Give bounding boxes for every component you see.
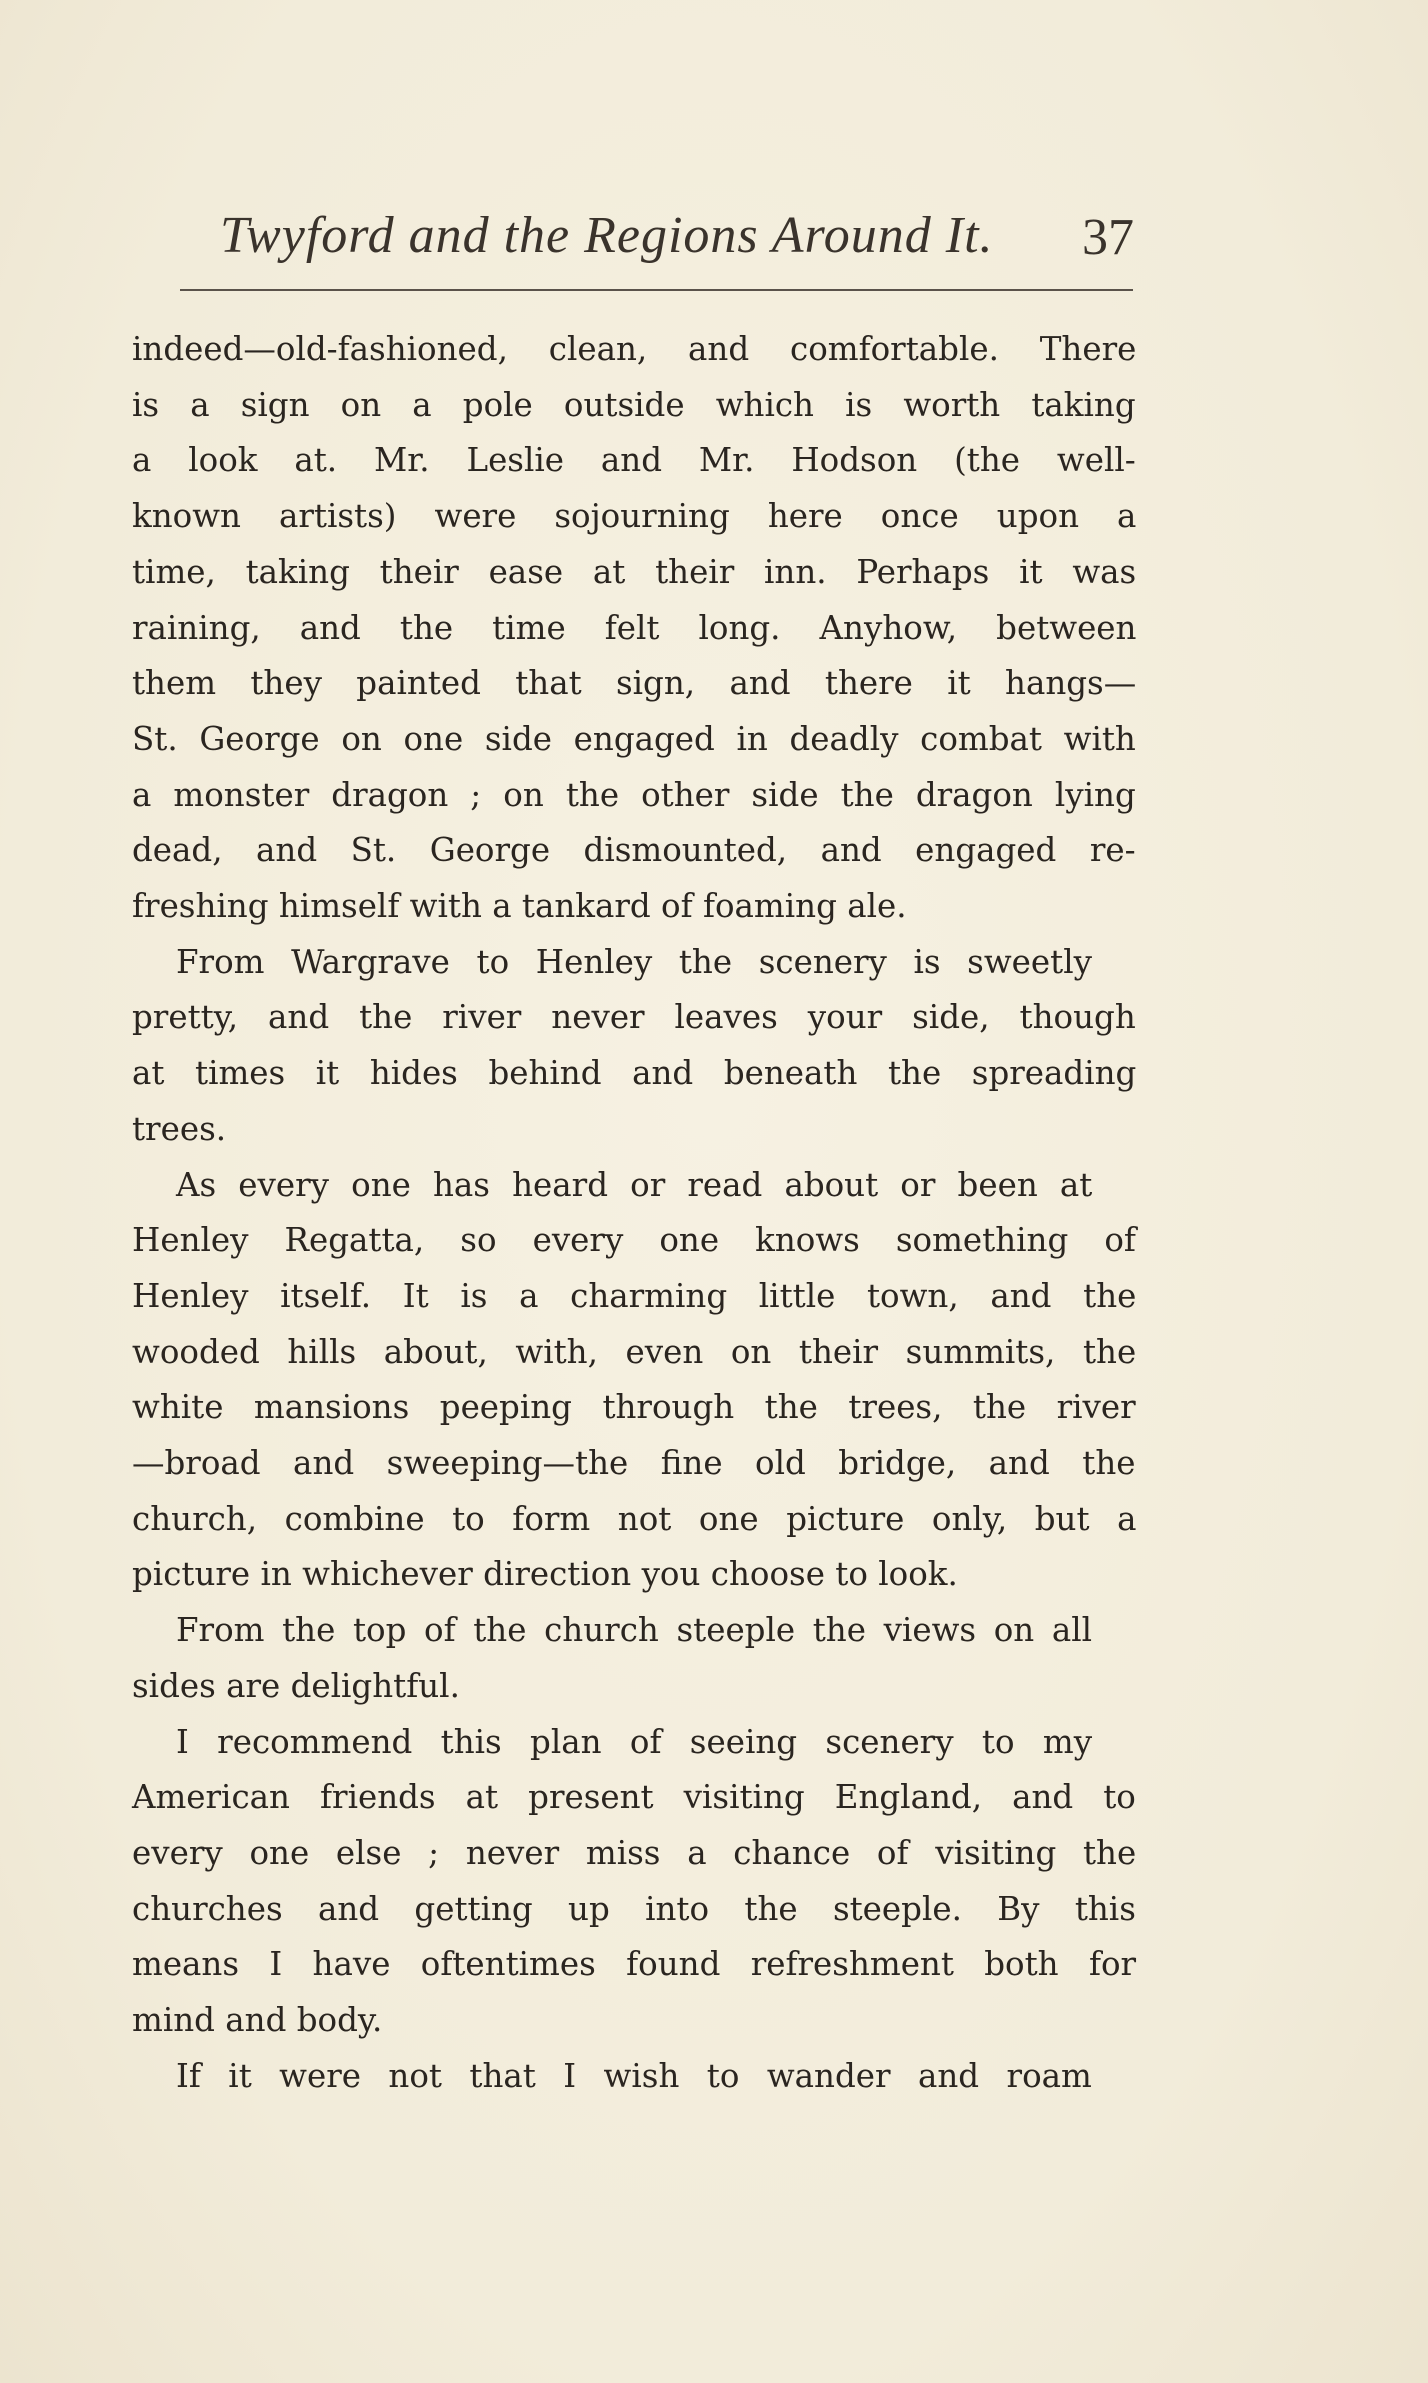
text-line: known artists) were sojourning here once upon a bbox=[132, 497, 1137, 536]
body-text bbox=[132, 322, 1136, 2105]
text-line: Henley itself. It is a charming little town, and the bbox=[132, 1276, 1137, 1315]
text-line: picture in whichever direction you choose to look. bbox=[132, 1555, 958, 1594]
text-line: at times it hides behind and beneath the spreading bbox=[132, 1054, 1137, 1093]
text-line: every one else ; never miss a chance of visiting the bbox=[132, 1833, 1137, 1872]
text-line: I recommend this plan of seeing scenery to my bbox=[176, 1722, 1093, 1761]
text-line: trees. bbox=[132, 1109, 227, 1148]
text-line: As every one has heard or read about or been at bbox=[176, 1165, 1093, 1204]
running-head bbox=[180, 196, 1160, 276]
text-line: is a sign on a pole outside which is worth taking bbox=[132, 385, 1136, 424]
text-line: If it were not that I wish to wander and roam bbox=[176, 2056, 1092, 2095]
text-line: From Wargrave to Henley the scenery is sweetly bbox=[176, 942, 1092, 981]
text-line: Henley Regatta, so every one knows something of bbox=[132, 1221, 1136, 1260]
text-line: mind and body. bbox=[132, 2001, 383, 2040]
text-line: pretty, and the river never leaves your side, though bbox=[132, 998, 1136, 1037]
text-line: dead, and St. George dismounted, and engaged re- bbox=[132, 831, 1136, 870]
text-line: a monster dragon ; on the other side the dragon lying bbox=[132, 775, 1136, 814]
text-line: wooded hills about, with, even on their summits, the bbox=[132, 1332, 1137, 1371]
text-line: white mansions peeping through the trees, the river bbox=[132, 1388, 1136, 1427]
running-title: Twyford and the Regions Around It. bbox=[220, 207, 994, 264]
text-line: American friends at present visiting England, and to bbox=[132, 1778, 1136, 1817]
text-line: means I have oftentimes found refreshment both for bbox=[132, 1945, 1137, 1984]
page-number: 37 bbox=[1082, 209, 1134, 266]
header-rule bbox=[180, 289, 1133, 291]
text-line: sides are delightful. bbox=[132, 1666, 460, 1705]
text-line: churches and getting up into the steeple. By this bbox=[132, 1889, 1136, 1928]
text-line: raining, and the time felt long. Anyhow, between bbox=[132, 608, 1137, 647]
text-line: a look at. Mr. Leslie and Mr. Hodson (the well- bbox=[132, 441, 1136, 480]
text-line: time, taking their ease at their inn. Perhaps it was bbox=[132, 552, 1137, 591]
text-line: indeed—old-fashioned, clean, and comfortable. There bbox=[132, 330, 1137, 368]
text-line: St. George on one side engaged in deadly combat with bbox=[132, 719, 1136, 758]
text-line: freshing himself with a tankard of foaming ale. bbox=[132, 887, 907, 926]
text-line: From the top of the church steeple the views on all bbox=[176, 1611, 1093, 1650]
text-line: —broad and sweeping—the fine old bridge, and the bbox=[132, 1444, 1136, 1483]
text-line: church, combine to form not one picture only, but a bbox=[132, 1499, 1137, 1538]
text-line: them they painted that sign, and there it hangs— bbox=[132, 664, 1137, 703]
